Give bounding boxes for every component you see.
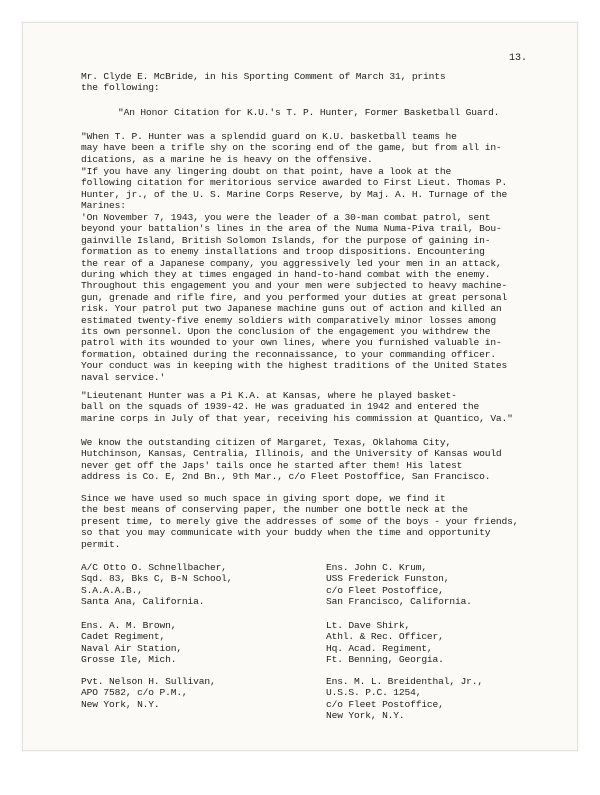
paragraph-addresses-intro: Since we have used so much space in giving sport dope, we find it the best means of conserving paper, the number one bottle neck at the present time, to merely give the addresses of some of the boys - your friends, so that you may communicate with your buddy when the time and opportunity permit. <box>81 493 519 550</box>
address-line: Sqd. 83, Bks C, B-N School, <box>81 573 233 585</box>
address-line: Cadet Regiment, <box>81 631 166 643</box>
address-line: c/o Fleet Postoffice, <box>326 698 444 710</box>
address-block <box>326 620 444 666</box>
paragraph-lieutenant-hunter: "Lieutenant Hunter was a Pi K.A. at Kansas, where he played basket- ball on the squads of 1939-42. He was graduated in 1942 and entered the marine corps in July of that year, receiving his commission at Quantico, Va." <box>81 390 513 424</box>
address-line: Santa Ana, California. <box>81 596 205 608</box>
address-line: San Francisco, California. <box>326 596 472 608</box>
address-line: Pvt. Nelson H. Sullivan, <box>81 676 216 687</box>
paragraph-outstanding-citizen: We know the outstanding citizen of Margaret, Texas, Oklahoma City, Hutchinson, Kansas, Centralia, Illinois, and the University of Kansas would never get off the Japs' tails once he started after them! His latest address is Co. E, 2nd Bn., 9th Mar., c/o Fleet Postoffice, San Francisco. <box>81 437 502 483</box>
address-block <box>81 620 182 666</box>
address-line: USS Frederick Funston, <box>326 573 450 585</box>
address-line: S.A.A.A.B., <box>81 584 143 596</box>
typewritten-page <box>22 22 578 751</box>
address-line: Ens. M. L. Breidenthal, Jr., <box>326 676 484 687</box>
address-line: A/C Otto O. Schnellbacher, <box>81 562 227 573</box>
address-block <box>81 562 232 608</box>
address-line: Athl. & Rec. Officer, <box>326 631 444 643</box>
paragraph-hunter-guard: "When T. P. Hunter was a splendid guard on K.U. basketball teams he may have been a trifle shy on the scoring end of the game, but from all in- dications, as a marine he is heavy on the offensive. <box>81 131 502 165</box>
address-line: c/o Fleet Postoffice, <box>326 584 444 596</box>
address-line: Lt. Dave Shirk, <box>326 620 411 631</box>
intro-paragraph: Mr. Clyde E. McBride, in his Sporting Comment of March 31, prints the following: <box>81 71 446 94</box>
page-number: 13. <box>509 53 528 64</box>
address-line: Ens. A. M. Brown, <box>81 620 177 631</box>
address-line: Naval Air Station, <box>81 642 182 654</box>
address-line: New York, N.Y. <box>81 698 160 710</box>
address-line: Grosse Ile, Mich. <box>81 654 177 666</box>
citation-text: 'On November 7, 1943, you were the leader of a 30-man combat patrol, sent beyond your battalion's lines in the area of the Numa Numa-Piva trail, Bou- gainville Island, British Solomon Islands, for the purpose of gaining in- formation as to enemy installations and troop dispositions. Encountering the rear of a Japanese company, you aggressively led your men in an attack, during which they at times engaged in hand-to-hand combat with the enemy. Throughout this engagement you and your men were subjected to heavy machine- gun, grenade and rifle fire, and you performed your duties at great personal risk. Your patrol put two Japanese machine guns out of action and killed an estimated twenty-five enemy soldiers with comparatively minor losses among its own personnel. Upon the conclusion of the engagement you withdrew the patrol with its wounded to your own lines, where you furnished valuable in- formation, obtained during the reconnaissance, to your commanding officer. Your conduct was in keeping with the highest traditions of the United States naval service.' <box>81 212 508 383</box>
address-block <box>326 562 472 608</box>
address-line: Hq. Acad. Regiment, <box>326 642 433 654</box>
address-line: APO 7582, c/o P.M., <box>81 687 188 699</box>
address-line: New York, N.Y. <box>326 710 405 722</box>
address-line: Ens. John C. Krum, <box>326 562 427 573</box>
paragraph-citation-intro: "If you have any lingering doubt on that point, have a look at the following citation for meritorious service awarded to First Lieut. Thomas P. Hunter, jr., of the U. S. Marine Corps Reserve, by Maj. A. H. Turnage of the Marines: <box>81 166 508 212</box>
article-headline: "An Honor Citation for K.U.'s T. P. Hunter, Former Basketball Guard. <box>118 107 500 118</box>
address-line: Ft. Benning, Georgia. <box>326 654 444 666</box>
address-block <box>326 676 483 722</box>
address-block <box>81 676 216 710</box>
address-line: U.S.S. P.C. 1254, <box>326 687 422 699</box>
